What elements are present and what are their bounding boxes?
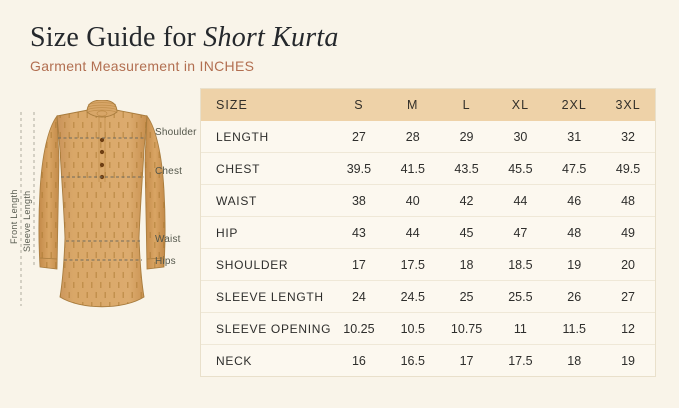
measurement-value: 10.75 (440, 313, 494, 345)
measurement-value: 27 (601, 281, 655, 313)
table-row (201, 313, 655, 345)
measurement-value: 10.25 (332, 313, 386, 345)
measurement-value: 25 (440, 281, 494, 313)
measurement-value: 39.5 (332, 153, 386, 185)
column-header-size: SIZE (201, 89, 332, 121)
chest-label: Chest (155, 166, 183, 177)
measurement-value: 47 (493, 217, 547, 249)
column-header-xl: XL (493, 89, 547, 121)
table-row (201, 345, 655, 377)
measurement-value: 24 (332, 281, 386, 313)
measurement-value: 44 (386, 217, 440, 249)
measurement-label: WAIST (201, 185, 332, 217)
kurta-body (57, 110, 147, 307)
page-title (30, 22, 339, 54)
measurement-value: 17.5 (493, 345, 547, 377)
measurement-value: 24.5 (386, 281, 440, 313)
measurement-value: 17.5 (386, 249, 440, 281)
table-row (201, 153, 655, 185)
measurement-value: 31 (547, 121, 601, 153)
measurement-label: CHEST (201, 153, 332, 185)
page-title-regular: Size Guide for (30, 22, 204, 53)
measurement-value: 43.5 (440, 153, 494, 185)
table-row (201, 121, 655, 153)
measurement-value: 32 (601, 121, 655, 153)
column-header-2xl: 2XL (547, 89, 601, 121)
measurement-label: SLEEVE OPENING (201, 313, 332, 345)
measurement-value: 18.5 (493, 249, 547, 281)
measurement-value: 12 (601, 313, 655, 345)
measurement-value: 16 (332, 345, 386, 377)
measurement-label: SHOULDER (201, 249, 332, 281)
measurement-value: 49 (601, 217, 655, 249)
measurement-value: 38 (332, 185, 386, 217)
measurement-label: HIP (201, 217, 332, 249)
kurta-measurement-diagram (8, 100, 200, 314)
measurement-value: 26 (547, 281, 601, 313)
measurement-label: NECK (201, 345, 332, 377)
column-header-m: M (386, 89, 440, 121)
measurement-label: LENGTH (201, 121, 332, 153)
measurement-value: 17 (332, 249, 386, 281)
column-header-s: S (332, 89, 386, 121)
size-table-header-row (201, 89, 655, 121)
measurement-value: 25.5 (493, 281, 547, 313)
column-header-l: L (440, 89, 494, 121)
measurement-value: 18 (547, 345, 601, 377)
size-table (201, 89, 655, 376)
measurement-value: 48 (547, 217, 601, 249)
measurement-value: 43 (332, 217, 386, 249)
measurement-value: 19 (547, 249, 601, 281)
page-subtitle: Garment Measurement in INCHES (30, 58, 255, 74)
table-row (201, 185, 655, 217)
measurement-value: 45.5 (493, 153, 547, 185)
waist-label: Waist (155, 234, 181, 245)
hips-label: Hips (155, 256, 176, 267)
measurement-value: 41.5 (386, 153, 440, 185)
measurement-value: 17 (440, 345, 494, 377)
page-title-italic: Short Kurta (203, 22, 339, 53)
kurta-collar (87, 100, 117, 117)
shoulder-label: Shoulder (155, 127, 197, 138)
measurement-value: 20 (601, 249, 655, 281)
table-row (201, 281, 655, 313)
front-length-label: Front Length (9, 189, 19, 245)
measurement-value: 40 (386, 185, 440, 217)
column-header-3xl: 3XL (601, 89, 655, 121)
measurement-value: 49.5 (601, 153, 655, 185)
table-row (201, 217, 655, 249)
measurement-value: 46 (547, 185, 601, 217)
measurement-value: 11.5 (547, 313, 601, 345)
measurement-label: SLEEVE LENGTH (201, 281, 332, 313)
size-table-container (200, 88, 656, 377)
measurement-value: 42 (440, 185, 494, 217)
measurement-value: 44 (493, 185, 547, 217)
measurement-value: 28 (386, 121, 440, 153)
measurement-value: 47.5 (547, 153, 601, 185)
measurement-value: 27 (332, 121, 386, 153)
measurement-value: 29 (440, 121, 494, 153)
table-row (201, 249, 655, 281)
measurement-value: 16.5 (386, 345, 440, 377)
measurement-value: 30 (493, 121, 547, 153)
measurement-value: 19 (601, 345, 655, 377)
measurement-value: 18 (440, 249, 494, 281)
measurement-value: 45 (440, 217, 494, 249)
sleeve-length-label: Sleeve Length (22, 190, 32, 252)
measurement-value: 11 (493, 313, 547, 345)
measurement-value: 48 (601, 185, 655, 217)
measurement-value: 10.5 (386, 313, 440, 345)
